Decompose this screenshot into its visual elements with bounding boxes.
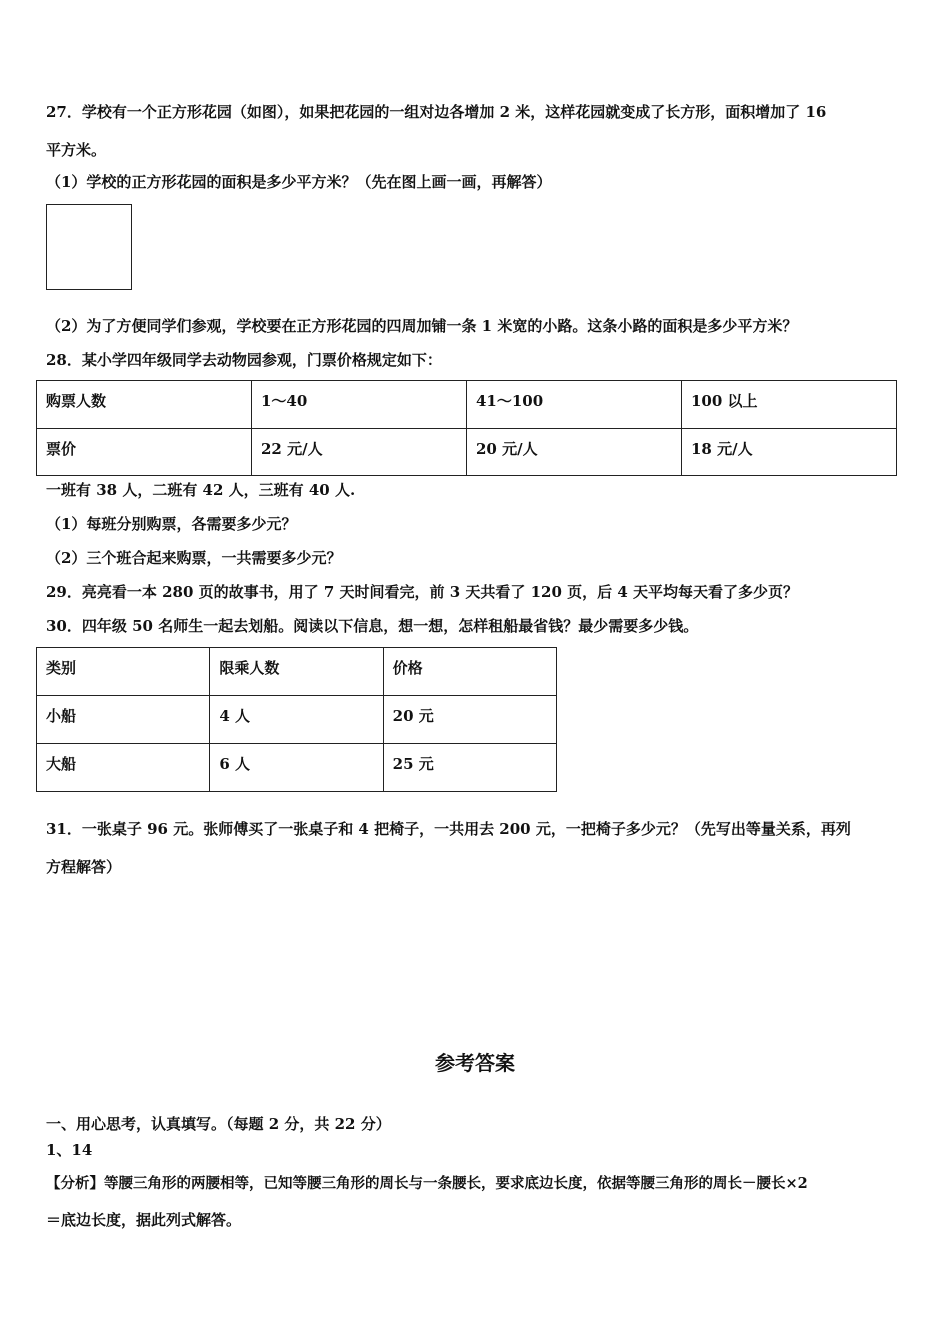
answers-title: 参考答案	[435, 1051, 515, 1075]
analysis-line1: 【分析】等腰三角形的两腰相等，已知等腰三角形的周长与一条腰长，要求底边长度，依据等腰三角形的周长－腰长×2	[46, 1175, 808, 1192]
q27-line2: 平方米。	[46, 141, 107, 159]
table-cell: 4 人	[210, 696, 383, 744]
answers-section: 一、用心思考，认真填写。（每题 2 分，共 22 分）	[46, 1115, 391, 1133]
table-row	[37, 648, 557, 696]
q28-info: 一班有 38 人，二班有 42 人，三班有 40 人.	[46, 481, 356, 499]
table-cell: 大船	[37, 744, 210, 792]
table-cell: 25 元	[383, 744, 556, 792]
table-cell: 票价	[37, 428, 252, 476]
q29-line1: 29．亮亮看一本 280 页的故事书，用了 7 天时间看完，前 3 天共看了 120 页，后 4 天平均每天看了多少页？	[46, 583, 799, 601]
table-cell: 限乘人数	[210, 648, 383, 696]
q28-part1: （1）每班分别购票，各需要多少元？	[46, 515, 297, 533]
analysis-line2: ＝底边长度，据此列式解答。	[46, 1211, 242, 1229]
table-cell: 22 元/人	[252, 428, 467, 476]
q27-part1: （1）学校的正方形花园的面积是多少平方米？（先在图上画一画，再解答）	[46, 173, 552, 191]
q31-line1: 31．一张桌子 96 元。张师傅买了一张桌子和 4 把椅子，一共用去 200 元，一把椅子多少元？（先写出等量关系，再列	[46, 820, 851, 838]
q28-line1: 28．某小学四年级同学去动物园参观，门票价格规定如下：	[46, 351, 442, 369]
table-cell: 20 元/人	[467, 428, 682, 476]
q27-line1: 27．学校有一个正方形花园（如图），如果把花园的一组对边各增加 2 米，这样花园就变成了长方形，面积增加了 16	[46, 103, 827, 121]
table-row	[37, 696, 557, 744]
table-cell: 小船	[37, 696, 210, 744]
q31-line2: 方程解答）	[46, 858, 122, 876]
boat-rental-table	[36, 647, 557, 792]
ticket-price-table	[36, 380, 897, 476]
table-cell: 购票人数	[37, 381, 252, 429]
q30-line1: 30．四年级 50 名师生一起去划船。阅读以下信息，想一想，怎样租船最省钱？最少需要多少钱。	[46, 617, 699, 635]
table-cell: 类别	[37, 648, 210, 696]
table-row	[37, 381, 897, 429]
q28-part2: （2）三个班合起来购票，一共需要多少元？	[46, 549, 342, 567]
q27-part2: （2）为了方便同学们参观，学校要在正方形花园的四周加铺一条 1 米宽的小路。这条小路的面积是多少平方米？	[46, 317, 798, 335]
table-cell: 41～100	[467, 381, 682, 429]
table-row	[37, 744, 557, 792]
table-cell: 6 人	[210, 744, 383, 792]
table-cell: 1～40	[252, 381, 467, 429]
table-cell: 20 元	[383, 696, 556, 744]
table-cell: 100 以上	[682, 381, 897, 429]
answer-item-1: 1、14	[46, 1141, 93, 1159]
table-row	[37, 428, 897, 476]
table-cell: 18 元/人	[682, 428, 897, 476]
square-garden-figure	[46, 204, 132, 290]
table-cell: 价格	[383, 648, 556, 696]
